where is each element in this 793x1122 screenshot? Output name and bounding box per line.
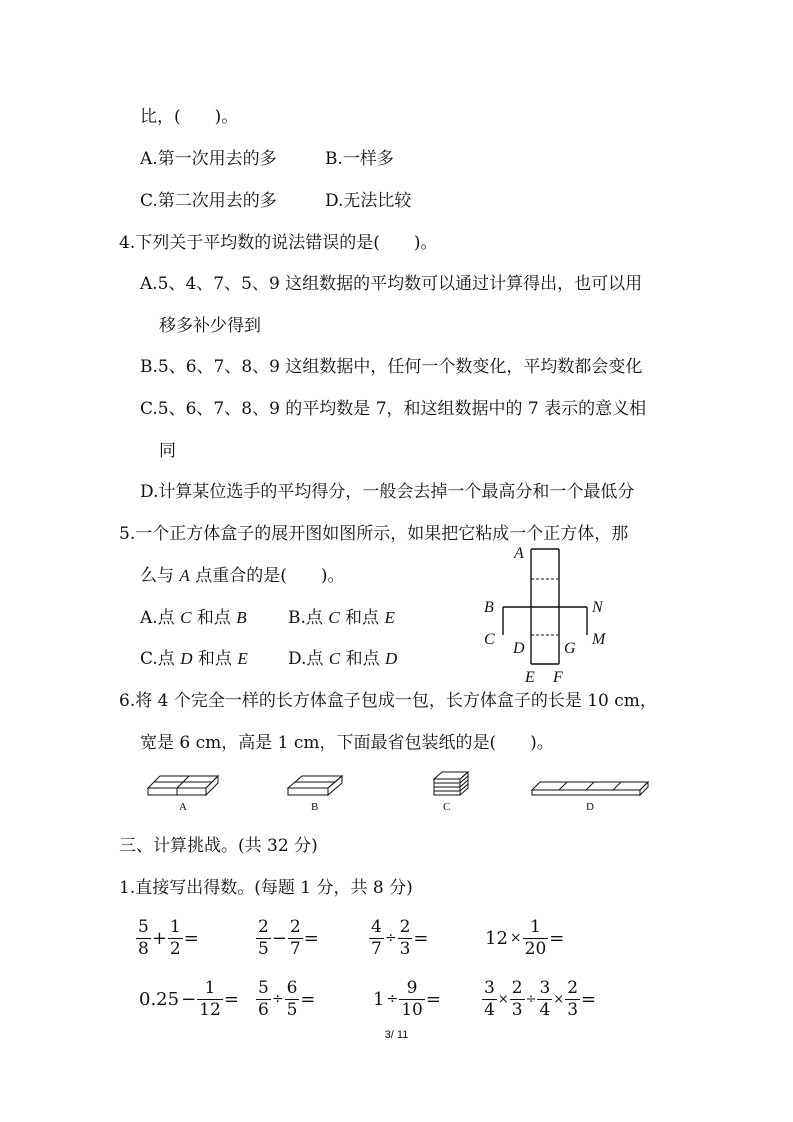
q6-stem-line2: 宽是 6 cm，高是 1 cm，下面最省包装纸的是( )。 <box>140 733 554 753</box>
net-label-m: M <box>592 631 606 648</box>
calc-expression-6: $\frac{5}{6}$ ÷ $\frac{6}{5}$ = <box>258 977 316 1020</box>
net-label-e: E <box>525 669 535 685</box>
package-option-a <box>148 776 218 795</box>
calc-expression-8: $\frac{3}{4}$ × $\frac{2}{3}$ ÷ $\frac{3}{4}$ × $\frac{2}{3}$ = <box>484 977 597 1020</box>
q4-option-d: D.计算某位选手的平均得分，一般会去掉一个最高分和一个最低分 <box>140 482 635 502</box>
net-label-c: C <box>484 631 495 648</box>
package-label-b: B <box>311 801 319 813</box>
cube-net-diagram <box>470 540 620 685</box>
calc-expression-2: $\frac{2}{5}$ − $\frac{2}{7}$ = <box>258 916 319 959</box>
q5-option-b: B.点 C 和点 E <box>288 608 395 628</box>
package-option-b <box>288 776 342 795</box>
q4-option-b: B.5、6、7、8、9 这组数据中，任何一个数变化，平均数都会变化 <box>140 357 643 377</box>
q4-option-c-line1: C.5、6、7、8、9 的平均数是 7，和这组数据中的 7 表示的意义相 <box>140 399 647 419</box>
calc-expression-4: 12 × $\frac{1}{20}$ = <box>485 916 565 959</box>
calc-expression-5: 0.25 − $\frac{1}{12}$ = <box>139 977 239 1020</box>
q4-option-c-line2: 同 <box>159 441 176 461</box>
calc-expression-3: $\frac{4}{7}$ ÷ $\frac{2}{3}$ = <box>371 916 429 959</box>
package-label-d: D <box>586 801 594 813</box>
package-option-c <box>434 772 468 795</box>
q3-option-d: D.无法比较 <box>325 191 412 211</box>
package-option-d <box>532 782 648 795</box>
net-label-g: G <box>564 640 576 657</box>
q5-stem-line2: 么与 A 点重合的是( )。 <box>140 566 345 586</box>
net-label-n: N <box>592 599 603 616</box>
q4-option-a-line2: 移多补少得到 <box>159 316 261 336</box>
net-label-d: D <box>513 640 525 657</box>
calc-expression-7: 1 ÷ $\frac{9}{10}$ = <box>373 977 441 1020</box>
q6-stem-line1: 6.将 4 个完全一样的长方体盒子包成一包，长方体盒子的长是 10 cm， <box>119 691 657 711</box>
net-label-b: B <box>484 599 494 616</box>
package-label-a: A <box>179 801 187 813</box>
q4-option-a-line1: A.5、4、7、5、9 这组数据的平均数可以通过计算得出，也可以用 <box>140 274 643 294</box>
section-3-question-1: 1.直接写出得数。(每题 1 分，共 8 分) <box>119 878 413 898</box>
q3-option-c: C.第二次用去的多 <box>140 191 277 211</box>
net-label-a: A <box>514 545 524 562</box>
q3-option-a: A.第一次用去的多 <box>140 149 277 169</box>
q5-option-a: A.点 C 和点 B <box>140 608 247 628</box>
q4-stem: 4.下列关于平均数的说法错误的是( )。 <box>119 233 438 253</box>
package-label-c: C <box>443 801 451 813</box>
packaging-options-figure <box>130 768 670 816</box>
calc-expression-1: $\frac{5}{8}$ + $\frac{1}{2}$ = <box>138 916 199 959</box>
q5-stem-line1: 5.一个正方体盒子的展开图如图所示，如果把它粘成一个正方体，那 <box>119 524 629 544</box>
net-label-f: F <box>553 669 563 685</box>
q5-option-c: C.点 D 和点 E <box>140 649 248 669</box>
q5-option-d: D.点 C 和点 D <box>288 649 398 669</box>
section-3-title: 三、计算挑战。(共 32 分) <box>119 836 318 856</box>
page-number: 3/ 11 <box>384 1029 409 1041</box>
q3-stem-continuation: 比，( )。 <box>140 107 239 127</box>
q3-option-b: B.一样多 <box>325 149 394 169</box>
